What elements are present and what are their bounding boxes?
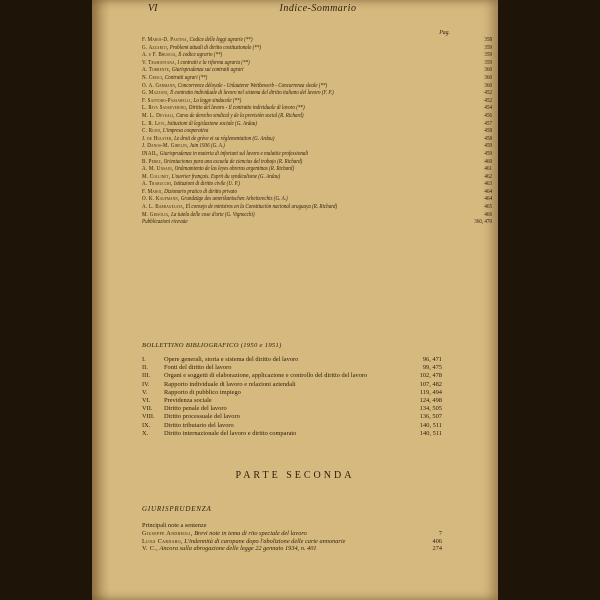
entry-author: F. Santoro-Passarelli, xyxy=(142,96,193,104)
entry-page: 456 xyxy=(484,111,492,119)
entry-page: 359 xyxy=(484,43,492,51)
entry-row xyxy=(142,51,492,59)
bollettino-roman-numeral: VII. xyxy=(142,405,153,413)
bollettino-row xyxy=(142,430,442,438)
entry-row xyxy=(142,180,492,188)
entry-page: 462 xyxy=(484,172,492,180)
giurisprudenza-row xyxy=(142,545,442,553)
giurisprudenza-heading: GIURISPRUDENZA xyxy=(142,505,212,513)
bollettino-row xyxy=(142,405,442,413)
bollettino-text: Previdenza sociale xyxy=(164,397,212,405)
entry-row xyxy=(142,89,492,97)
entry-title: L'impresa cooperativa xyxy=(161,127,209,135)
giurisprudenza-row xyxy=(142,538,442,546)
bollettino-text: Diritto internazionale del lavoro e diritto comparato xyxy=(164,429,297,437)
entry-author: J. Danos-M. Gibelin, xyxy=(142,142,189,150)
header-title: Indice-Sommario xyxy=(279,3,357,14)
entry-author: M. Grisolia, xyxy=(142,210,170,218)
entry-row xyxy=(142,150,492,158)
bollettino-row xyxy=(142,397,442,405)
entry-row xyxy=(142,74,492,82)
entry-row xyxy=(142,127,492,135)
entry-title: Dizionario pratico di diritto privato xyxy=(162,187,238,195)
bollettino-text: Diritto tributario del lavoro xyxy=(164,421,234,429)
bollettino-roman-numeral: V. xyxy=(142,388,148,396)
bollettino-roman-numeral: VIII. xyxy=(142,413,155,421)
entry-author: A. L. Barbagelata, xyxy=(142,203,185,211)
bollettino-row xyxy=(142,364,442,372)
entry-author: F. Maroi, xyxy=(142,187,163,195)
entry-title: L'ouvrier français. Esprit du syndicalisme (G. Ardau) xyxy=(170,172,281,180)
page-shadow xyxy=(92,0,110,600)
pubblicazioni-label: Pubblicazioni ricevute xyxy=(142,218,188,226)
entry-author: A. Trabucchi, xyxy=(142,180,173,188)
entry-author: V. Tramontana, xyxy=(142,58,177,66)
entry-page: 463 xyxy=(484,180,492,188)
bollettino-pages: 140, 511 xyxy=(419,429,442,437)
entry-title: La legge sindacale (**) xyxy=(192,96,242,104)
entry-author: L. R. Levi, xyxy=(142,119,167,127)
entry-author: F. Maroi-D. Pastina, xyxy=(142,36,189,43)
entry-page: 458 xyxy=(484,127,492,135)
entry-row xyxy=(142,120,492,128)
entry-author: L. Riva Sanseverino, xyxy=(142,104,188,112)
bollettino-roman-numeral: VI. xyxy=(142,397,151,405)
entry-title: Juin 1936 (G. A.) xyxy=(188,142,225,150)
bollettino-row xyxy=(142,381,442,389)
entry-page: 452 xyxy=(484,89,492,97)
pubblicazioni-pages: 360, 470 xyxy=(474,218,492,226)
entry-row xyxy=(142,36,492,44)
giurisprudenza-author: Giuseppe Andreoli, xyxy=(142,529,193,537)
entry-page: 360 xyxy=(484,73,492,81)
pag-label: Pag. xyxy=(439,30,450,36)
entry-row xyxy=(142,195,492,203)
bollettino-pages: 124, 498 xyxy=(419,397,442,405)
entry-author: C. Ruini, xyxy=(142,127,162,135)
entry-page: 459 xyxy=(484,142,492,150)
bollettino-pages: 136, 507 xyxy=(419,413,442,421)
entry-row xyxy=(142,211,492,219)
entry-author: A. e F. Bruscia, xyxy=(142,51,177,59)
bollettino-text: Rapporto di pubblico impiego xyxy=(164,388,241,396)
entry-title: Giurisprudenza sui contratti agrari xyxy=(170,66,244,74)
entry-author: O. K. Kaufmann, xyxy=(142,195,180,203)
entry-title: Ordenamiento de las leyes obreras argentinas (R. Richard) xyxy=(173,165,295,173)
giurisprudenza-author: Luigi Cardaro, xyxy=(142,537,183,545)
entry-page: 466 xyxy=(484,210,492,218)
giurisprudenza-title: Brevi note in tema di rito speciale del lavoro xyxy=(192,529,307,537)
bollettino-text: Diritto penale del lavoro xyxy=(164,405,227,413)
bollettino-row xyxy=(142,389,442,397)
bollettino-roman-numeral: III. xyxy=(142,372,150,380)
giurisprudenza-row xyxy=(142,522,442,530)
bollettino-text: Opere generali, storia e sistema del diritto del lavoro xyxy=(164,356,299,363)
giurisprudenza-title: Ancora sulla abrogazione delle legge 22 gennaio 1934, n. 401 xyxy=(158,545,317,553)
bollettino-pages: 107, 482 xyxy=(419,380,442,388)
giurisprudenza-page: 406 xyxy=(432,537,442,545)
bollettino-row xyxy=(142,372,442,380)
entry-author: A. M. Unsain, xyxy=(142,165,174,173)
bollettino-pages: 102, 478 xyxy=(419,372,442,380)
bollettino-pages: 134, 505 xyxy=(419,405,442,413)
bollettino-heading: BOLLETTINO BIBLIOGRAFICO (1950 e 1951) xyxy=(142,342,282,349)
entry-title: Orientaciones para una escuela de ciencias del trabajo (R. Richard) xyxy=(162,157,303,165)
entry-page: 359 xyxy=(484,58,492,66)
entry-row xyxy=(142,165,492,173)
entry-title: Giurisprudenza in materia di infortuni sul lavoro e malattie professionali xyxy=(158,149,309,157)
entry-title: Codice delle leggi agrarie (**) xyxy=(188,36,253,43)
entry-author: INAIL, xyxy=(142,149,159,157)
bollettino-roman-numeral: II. xyxy=(142,364,148,372)
entry-page: 464 xyxy=(484,195,492,203)
entry-page: 458 xyxy=(484,134,492,142)
entry-title: Le droit de grève et sa réglementation (G. Ardau) xyxy=(172,134,275,142)
entry-row xyxy=(142,66,492,74)
entry-page: 460 xyxy=(484,157,492,165)
entry-page: 452 xyxy=(484,96,492,104)
entry-row xyxy=(142,135,492,143)
bollettino-text: Rapporto individuale di lavoro e relazioni aziendali xyxy=(164,380,296,388)
giurisprudenza-author: V. C., xyxy=(142,545,159,553)
header-page-number: VI xyxy=(148,3,158,14)
parte-seconda-heading: PARTE SECONDA xyxy=(235,470,355,481)
entry-title: Il contratto individuale di lavoro nel sistema del diritto italiano del lavoro (F. P.) xyxy=(168,89,334,97)
review-entries-list xyxy=(142,36,492,226)
entry-page: 459 xyxy=(484,149,492,157)
bollettino-row xyxy=(142,356,442,364)
entry-author: G. Azzariti, xyxy=(142,43,169,51)
bollettino-row xyxy=(142,422,442,430)
entry-title: Il codice agrario (**) xyxy=(176,51,223,59)
bollettino-text: Organi e soggetti di elaborazione, applicazione e controllo del diritto del lavoro xyxy=(164,372,368,380)
entry-row xyxy=(142,82,492,90)
entry-row xyxy=(142,59,492,67)
bollettino-roman-numeral: X. xyxy=(142,429,149,437)
bollettino-roman-numeral: IV. xyxy=(142,380,150,388)
bollettino-list xyxy=(142,356,442,438)
giurisprudenza-page: 7 xyxy=(438,529,442,537)
giurisprudenza-list xyxy=(142,522,442,553)
entry-row xyxy=(142,44,492,52)
entry-author: M. L. Deveali, xyxy=(142,111,175,119)
bollettino-roman-numeral: IX. xyxy=(142,421,151,429)
entry-page: 465 xyxy=(484,203,492,211)
giurisprudenza-title: L'indennità di caropane dopo l'abolizione delle carte annonarie xyxy=(182,537,346,545)
entry-author: O. A. Germann, xyxy=(142,81,177,89)
bollettino-pages: 96, 471 xyxy=(422,356,442,363)
entry-page: 454 xyxy=(484,104,492,112)
entry-title: La tutela delle cose d'arte (G. Vignocchi) xyxy=(169,210,255,218)
giurisprudenza-row xyxy=(142,530,442,538)
entry-title: I contratti e la riforma agraria (**) xyxy=(176,58,250,66)
bollettino-text: Fonti del diritto del lavoro xyxy=(164,364,232,372)
entry-page: 360 xyxy=(484,66,492,74)
entry-title: El consejo de ministros en la Constitución nacional uruguaya (R. Richard) xyxy=(184,203,338,211)
entry-title: Istituzioni di legislazione sociale (G. Ardau) xyxy=(166,119,257,127)
giurisprudenza-title: Principali note a sentenze xyxy=(142,522,207,529)
entry-page: 457 xyxy=(484,119,492,127)
entry-row xyxy=(142,158,492,166)
entry-row xyxy=(142,112,492,120)
entry-row xyxy=(142,104,492,112)
bollettino-pages: 140, 511 xyxy=(419,421,442,429)
entry-row xyxy=(142,188,492,196)
entry-row xyxy=(142,173,492,181)
entry-page: 360 xyxy=(484,81,492,89)
giurisprudenza-page: 274 xyxy=(432,545,442,553)
entry-author: A. Torrente, xyxy=(142,66,171,74)
entry-author: B. Perez, xyxy=(142,157,163,165)
entry-page: 461 xyxy=(484,165,492,173)
bollettino-pages: 119, 494 xyxy=(419,388,442,396)
entry-title: Contratti agrari (**) xyxy=(163,73,208,81)
entry-row xyxy=(142,203,492,211)
entry-title: Concorrence déloyale - Unlauterer Wettbewerb - Concurrenza sleale (**) xyxy=(176,81,328,89)
entry-title: Problemi attuali di diritto costituzionale (**) xyxy=(168,43,262,51)
book-page xyxy=(92,0,498,600)
entry-title: Curso de derecho sindical y de la previsión social (R. Richard) xyxy=(174,111,304,119)
entry-page: 464 xyxy=(484,187,492,195)
entry-page: 359 xyxy=(484,51,492,59)
entry-title: Diritto del lavoro - Il contratto individuale di lavoro (**) xyxy=(187,104,305,112)
entry-row xyxy=(142,142,492,150)
entry-author: N. Crisci, xyxy=(142,73,164,81)
bollettino-roman-numeral: I. xyxy=(142,356,146,363)
entry-title: Grundzüge des amerikanischen Arbeitsrechts (G. A.) xyxy=(179,195,288,203)
entry-author: M. Collinet, xyxy=(142,172,171,180)
bollettino-row xyxy=(142,413,442,421)
entry-page: 358 xyxy=(484,36,492,43)
pubblicazioni-row xyxy=(142,218,492,226)
bollettino-text: Diritto processuale del lavoro xyxy=(164,413,240,421)
entry-row xyxy=(142,97,492,105)
entry-author: J. de Hulster, xyxy=(142,134,173,142)
bollettino-pages: 99, 475 xyxy=(422,364,442,372)
entry-author: G. Mazzoni, xyxy=(142,89,169,97)
entry-title: Istituzioni di diritto civile (U. P.) xyxy=(172,180,240,188)
